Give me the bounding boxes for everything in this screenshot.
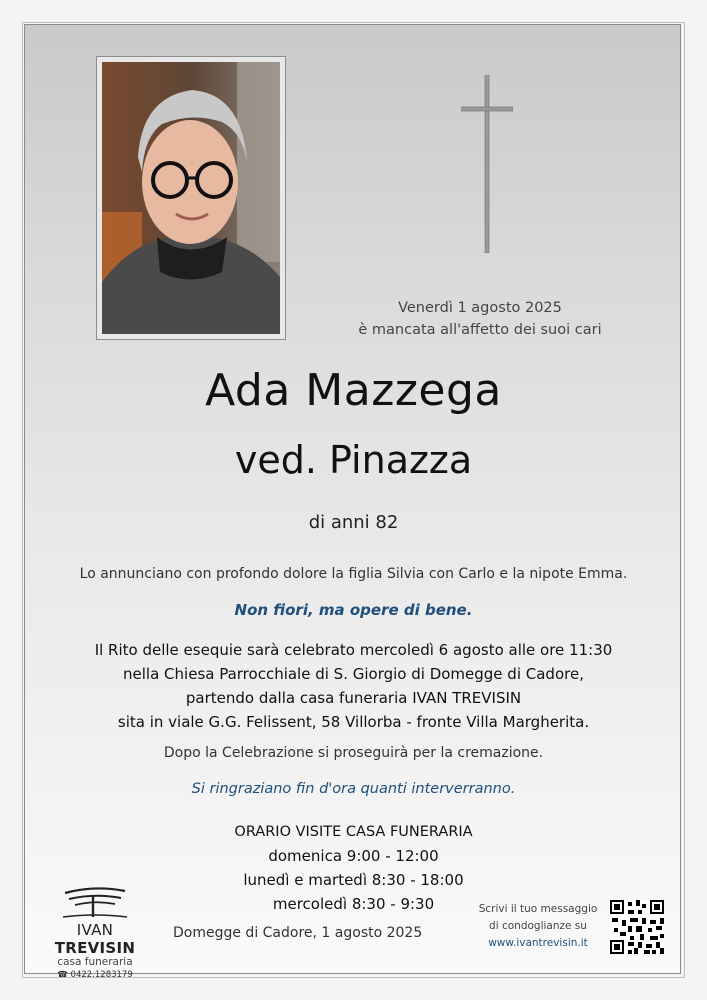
visiting-hours-line: mercoledì 8:30 - 9:30 bbox=[272, 895, 435, 913]
death-date-block bbox=[345, 297, 615, 341]
portrait-photo bbox=[102, 62, 280, 334]
logo-brand-name: IVAN TREVISIN bbox=[54, 921, 136, 957]
thanks-text: Si ringraziano fin d'ora quanti interverranno. bbox=[191, 781, 516, 797]
condolence-line: Scrivi il tuo messaggio bbox=[478, 903, 598, 915]
rite-line: sita in viale G.G. Felissent, 58 Villorba - fronte Villa Margherita. bbox=[117, 713, 590, 731]
place-date: Domegge di Cadore, 1 agosto 2025 bbox=[173, 925, 423, 941]
visiting-hours-title: ORARIO VISITE CASA FUNERARIA bbox=[234, 824, 473, 840]
funeral-home-logo bbox=[35, 885, 155, 980]
cross-icon bbox=[461, 75, 513, 253]
rite-line: partendo dalla casa funeraria IVAN TREVISIN bbox=[185, 689, 522, 707]
tree-logo-icon bbox=[55, 885, 135, 919]
logo-phone: ☎ 0422.1283179 bbox=[57, 970, 133, 980]
visiting-hours-line: domenica 9:00 - 12:00 bbox=[268, 847, 439, 865]
deceased-age: di anni 82 bbox=[308, 512, 399, 533]
qr-code-icon[interactable] bbox=[610, 900, 664, 954]
death-phrase: è mancata all'affetto dei suoi cari bbox=[358, 322, 602, 338]
visiting-hours-line: lunedì e martedì 8:30 - 18:00 bbox=[243, 871, 464, 889]
portrait-frame bbox=[96, 56, 286, 340]
funeral-rite-details bbox=[25, 638, 682, 734]
motto-text: Non fiori, ma opere di bene. bbox=[234, 601, 473, 619]
rite-line: Il Rito delle esequie sarà celebrato mercoledì 6 agosto alle ore 11:30 bbox=[94, 641, 613, 659]
phone-icon: ☎ bbox=[57, 970, 68, 980]
logo-subtitle: casa funeraria bbox=[57, 956, 133, 968]
rite-line: nella Chiesa Parrocchiale di S. Giorgio di Domegge di Cadore, bbox=[123, 665, 584, 683]
condolence-line: di condoglianze su bbox=[489, 920, 587, 932]
cremation-note: Dopo la Celebrazione si proseguirà per la cremazione. bbox=[163, 745, 544, 761]
funeral-notice bbox=[24, 24, 681, 980]
condolence-block bbox=[472, 901, 604, 952]
condolence-website-link[interactable]: www.ivantrevisin.it bbox=[488, 937, 588, 949]
deceased-name: Ada Mazzega bbox=[205, 365, 502, 416]
deceased-married-name: ved. Pinazza bbox=[234, 438, 473, 482]
announcement-text: Lo annunciano con profondo dolore la figlia Silvia con Carlo e la nipote Emma. bbox=[79, 566, 628, 582]
death-date: Venerdì 1 agosto 2025 bbox=[398, 300, 562, 316]
